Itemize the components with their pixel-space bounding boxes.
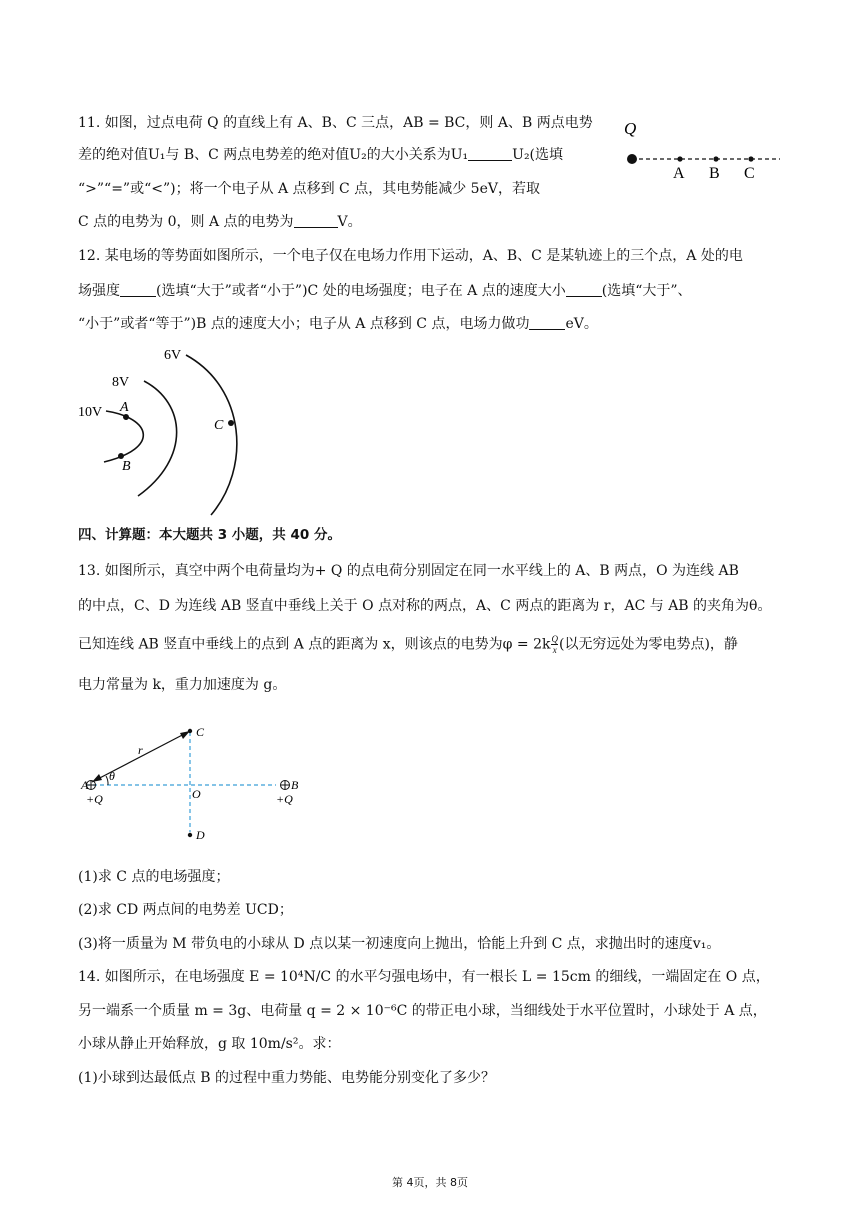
q12-fig-point-c	[228, 420, 234, 426]
q12-fig-label-a: A	[120, 400, 129, 415]
q14-line2: 另一端系一个质量 m = 3g、电荷量 q = 2 × 10⁻⁶C 的带正电小球，当细线处于水平位置时，小球处于 A 点，	[78, 1003, 767, 1019]
q11-line3: “>”“=”或“<”)；将一个电子从 A 点移到 C 点，其电势能减少 5eV，若取	[78, 181, 540, 197]
q12-blank3	[529, 315, 565, 330]
q13-frac-num: Q	[551, 634, 558, 644]
q13-fig-label-o: O	[192, 787, 201, 801]
q13-fraction	[551, 634, 558, 655]
q13-fig-label-theta: θ	[109, 769, 115, 783]
q13-line1: 13. 如图所示，真空中两个电荷量均为+ Q 的点电荷分别固定在同一水平线上的 A、B 两点，O 为连线 AB	[78, 563, 739, 579]
q11-line4	[78, 212, 362, 232]
q11-fig-charge-q	[627, 154, 637, 164]
q11-line4-a: C 点的电势为 0，则 A 点的电势为	[78, 214, 294, 230]
q13-line4: 电力常量为 k，重力加速度为 g。	[78, 677, 287, 693]
q12-fig-equipotential-8v	[138, 381, 177, 496]
q11-fig-point-a	[677, 156, 682, 161]
q13-sub2: (2)求 CD 两点间的电势差 UCD；	[78, 902, 293, 918]
q13-fig-angle-arc	[106, 776, 108, 785]
q13-fig-label-b: B	[291, 778, 299, 792]
q13-fig-label-a: A	[81, 778, 89, 792]
q11-fig-label-b: B	[709, 165, 720, 182]
q11-line4-b: V。	[337, 214, 362, 230]
q13-sub3: (3)将一质量为 M 带负电的小球从 D 点以某一初速度向上抛出，恰能上升到 C 点，求抛出时的速度v₁。	[78, 936, 721, 952]
q13-fig-point-c	[188, 729, 192, 733]
q11-line2-b: U₂(选填	[512, 147, 564, 163]
q12-blank1	[120, 282, 156, 297]
q11-fig-label-a: A	[673, 165, 685, 182]
q12-line3-a: “小于”或者“等于”)B 点的速度大小；电子从 A 点移到 C 点，电场力做功	[78, 316, 530, 332]
q13-fig-charge-b	[281, 781, 290, 790]
q12-fig-label-6v: 6V	[164, 348, 182, 363]
q13-fig-label-d: D	[196, 828, 205, 842]
q12-blank2	[566, 282, 602, 297]
q12-fig-label-b: B	[122, 459, 131, 474]
q12-line1: 12. 某电场的等势面如图所示，一个电子仅在电场力作用下运动，A、B、C 是某轨迹上的三个点，A 处的电	[78, 248, 743, 264]
q12-figure	[76, 338, 256, 518]
q13-fig-label-r: r	[138, 743, 143, 757]
q14-line1: 14. 如图所示，在电场强度 E = 10⁴N/C 的水平匀强电场中，有一根长 L = 15cm 的细线，一端固定在 O 点，	[78, 969, 770, 985]
q13-line3-b: (以无穷远处为零电势点)，静	[558, 636, 738, 653]
q11-fig-label-c: C	[744, 165, 755, 182]
q11-line1: 11. 如图，过点电荷 Q 的直线上有 A、B、C 三点，AB = BC，则 A、B 两点电势	[78, 115, 593, 131]
q12-fig-label-c: C	[214, 418, 224, 433]
q13-fig-label-qa: +Q	[86, 792, 103, 806]
q11-figure	[615, 112, 795, 187]
q14-sub1: (1)小球到达最低点 B 的过程中重力势能、电势能分别变化了多少？	[78, 1070, 496, 1086]
q13-figure	[78, 718, 308, 848]
q13-fig-point-d	[188, 833, 192, 837]
q11-blank2	[294, 213, 338, 228]
q11-line2-a: 差的绝对值U₁与 B、C 两点电势差的绝对值U₂的大小关系为U₁	[78, 147, 469, 163]
q12-line2-c: (选填“大于”、	[601, 283, 692, 299]
q13-frac-den: x	[552, 645, 557, 655]
q13-line3	[78, 634, 738, 655]
q13-sub1: (1)求 C 点的电场强度；	[78, 869, 230, 885]
q12-line3	[78, 314, 598, 334]
q11-fig-q-label: Q	[624, 119, 637, 138]
q12-line2	[78, 281, 692, 301]
q12-line3-b: eV。	[565, 316, 598, 332]
q13-fig-label-qb: +Q	[276, 792, 293, 806]
q13-fig-label-c: C	[196, 725, 205, 739]
q14-line3: 小球从静止开始释放，g 取 10m/s²。求：	[78, 1036, 341, 1052]
q11-fig-point-c	[748, 156, 753, 161]
q12-fig-label-8v: 8V	[112, 375, 130, 390]
page-footer: 第 4页，共 8页	[392, 1176, 468, 1189]
q12-line2-b: (选填“大于”或者“小于”)C 处的电场强度；电子在 A 点的速度大小	[156, 283, 566, 299]
q13-line2: 的中点，C、D 为连线 AB 竖直中垂线上关于 O 点对称的两点，A、C 两点的距离为 r，AC 与 AB 的夹角为θ。	[78, 598, 772, 614]
section4-heading: 四、计算题：本大题共 3 小题，共 40 分。	[78, 527, 341, 543]
q13-line3-a: 已知连线 AB 竖直中垂线上的点到 A 点的距离为 x，则该点的电势为φ = 2k	[78, 636, 551, 653]
q11-blank1	[468, 146, 512, 161]
q12-fig-label-10v: 10V	[78, 405, 103, 420]
q11-line2	[78, 145, 563, 165]
q12-fig-equipotential-6v	[186, 355, 237, 515]
q11-fig-point-b	[713, 156, 718, 161]
q12-line2-a: 场强度	[78, 283, 120, 299]
